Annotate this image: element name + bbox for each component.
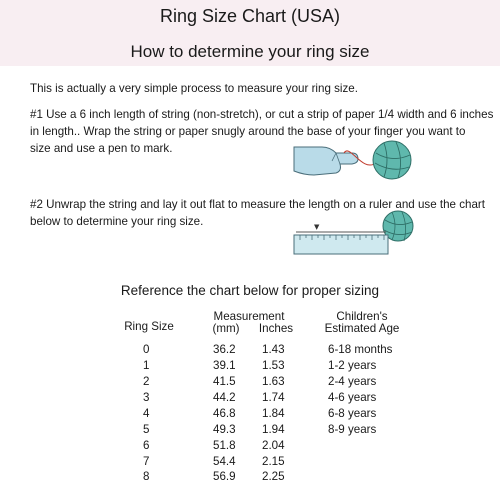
mm-cell: 51.8 bbox=[213, 439, 236, 452]
mm-cell: 54.4 bbox=[213, 455, 236, 468]
inches-cell: 1.74 bbox=[262, 391, 285, 404]
header-age-line-1: Children's bbox=[336, 310, 388, 323]
header-ring-size: Ring Size bbox=[124, 320, 174, 333]
page-title: Ring Size Chart (USA) bbox=[159, 6, 341, 26]
ring-size-cell: 2 bbox=[143, 375, 150, 388]
age-cell: 6-8 years bbox=[328, 407, 377, 420]
age-cell: 8-9 years bbox=[328, 423, 377, 436]
mm-cell: 36.2 bbox=[213, 343, 236, 356]
header-measurement: Measurement bbox=[213, 310, 285, 323]
mm-cell: 41.5 bbox=[213, 375, 236, 388]
step-1-line-2: in length.. Wrap the string or paper snugly around the base of your finger you want to bbox=[30, 125, 466, 138]
mm-cell: 49.3 bbox=[213, 423, 236, 436]
step-1-line-3: size and use a pen to mark. bbox=[30, 142, 173, 155]
ruler-icon bbox=[294, 235, 388, 254]
ruler-illustration bbox=[292, 208, 417, 263]
ring-size-cell: 7 bbox=[143, 455, 150, 468]
age-cell: 6-18 months bbox=[328, 343, 393, 356]
inches-cell: 1.84 bbox=[262, 407, 285, 420]
reference-heading: Reference the chart below for proper sizing bbox=[120, 283, 380, 298]
inches-cell: 1.53 bbox=[262, 359, 285, 372]
ring-size-cell: 0 bbox=[143, 343, 150, 356]
ring-size-cell: 3 bbox=[143, 391, 150, 404]
inches-cell: 2.15 bbox=[262, 455, 285, 468]
age-cell: 2-4 years bbox=[328, 375, 377, 388]
age-cell: 4-6 years bbox=[328, 391, 377, 404]
ring-size-cell: 6 bbox=[143, 439, 150, 452]
ring-size-cell: 1 bbox=[143, 359, 150, 372]
ring-size-cell: 5 bbox=[143, 423, 150, 436]
mm-cell: 46.8 bbox=[213, 407, 236, 420]
header-inches: Inches bbox=[258, 322, 294, 335]
mm-cell: 56.9 bbox=[213, 470, 236, 483]
header-mm: (mm) bbox=[212, 322, 240, 335]
inches-cell: 1.43 bbox=[262, 343, 285, 356]
inches-cell: 1.63 bbox=[262, 375, 285, 388]
step-2-line-2: below to determine your ring size. bbox=[30, 215, 204, 228]
inches-cell: 2.25 bbox=[262, 470, 285, 483]
inches-cell: 1.94 bbox=[262, 423, 285, 436]
inches-cell: 2.04 bbox=[262, 439, 285, 452]
step-1-line-1: #1 Use a 6 inch length of string (non-stretch), or cut a strip of paper 1/4 width and 6 inches bbox=[30, 108, 494, 121]
mm-cell: 39.1 bbox=[213, 359, 236, 372]
header-age-line-2: Estimated Age bbox=[324, 322, 400, 335]
step-2-line-1: #2 Unwrap the string and lay it out flat to measure the length on a ruler and use the chart bbox=[30, 198, 486, 211]
intro-text: This is actually a very simple process to measure your ring size. bbox=[30, 82, 358, 95]
ring-size-cell: 4 bbox=[143, 407, 150, 420]
svg-text:▼: ▼ bbox=[314, 223, 320, 231]
ring-size-cell: 8 bbox=[143, 470, 150, 483]
mm-cell: 44.2 bbox=[213, 391, 236, 404]
yarn-ball-icon bbox=[373, 141, 411, 179]
page-subtitle: How to determine your ring size bbox=[130, 42, 370, 61]
finger-string-illustration bbox=[292, 133, 417, 188]
age-cell: 1-2 years bbox=[328, 359, 377, 372]
